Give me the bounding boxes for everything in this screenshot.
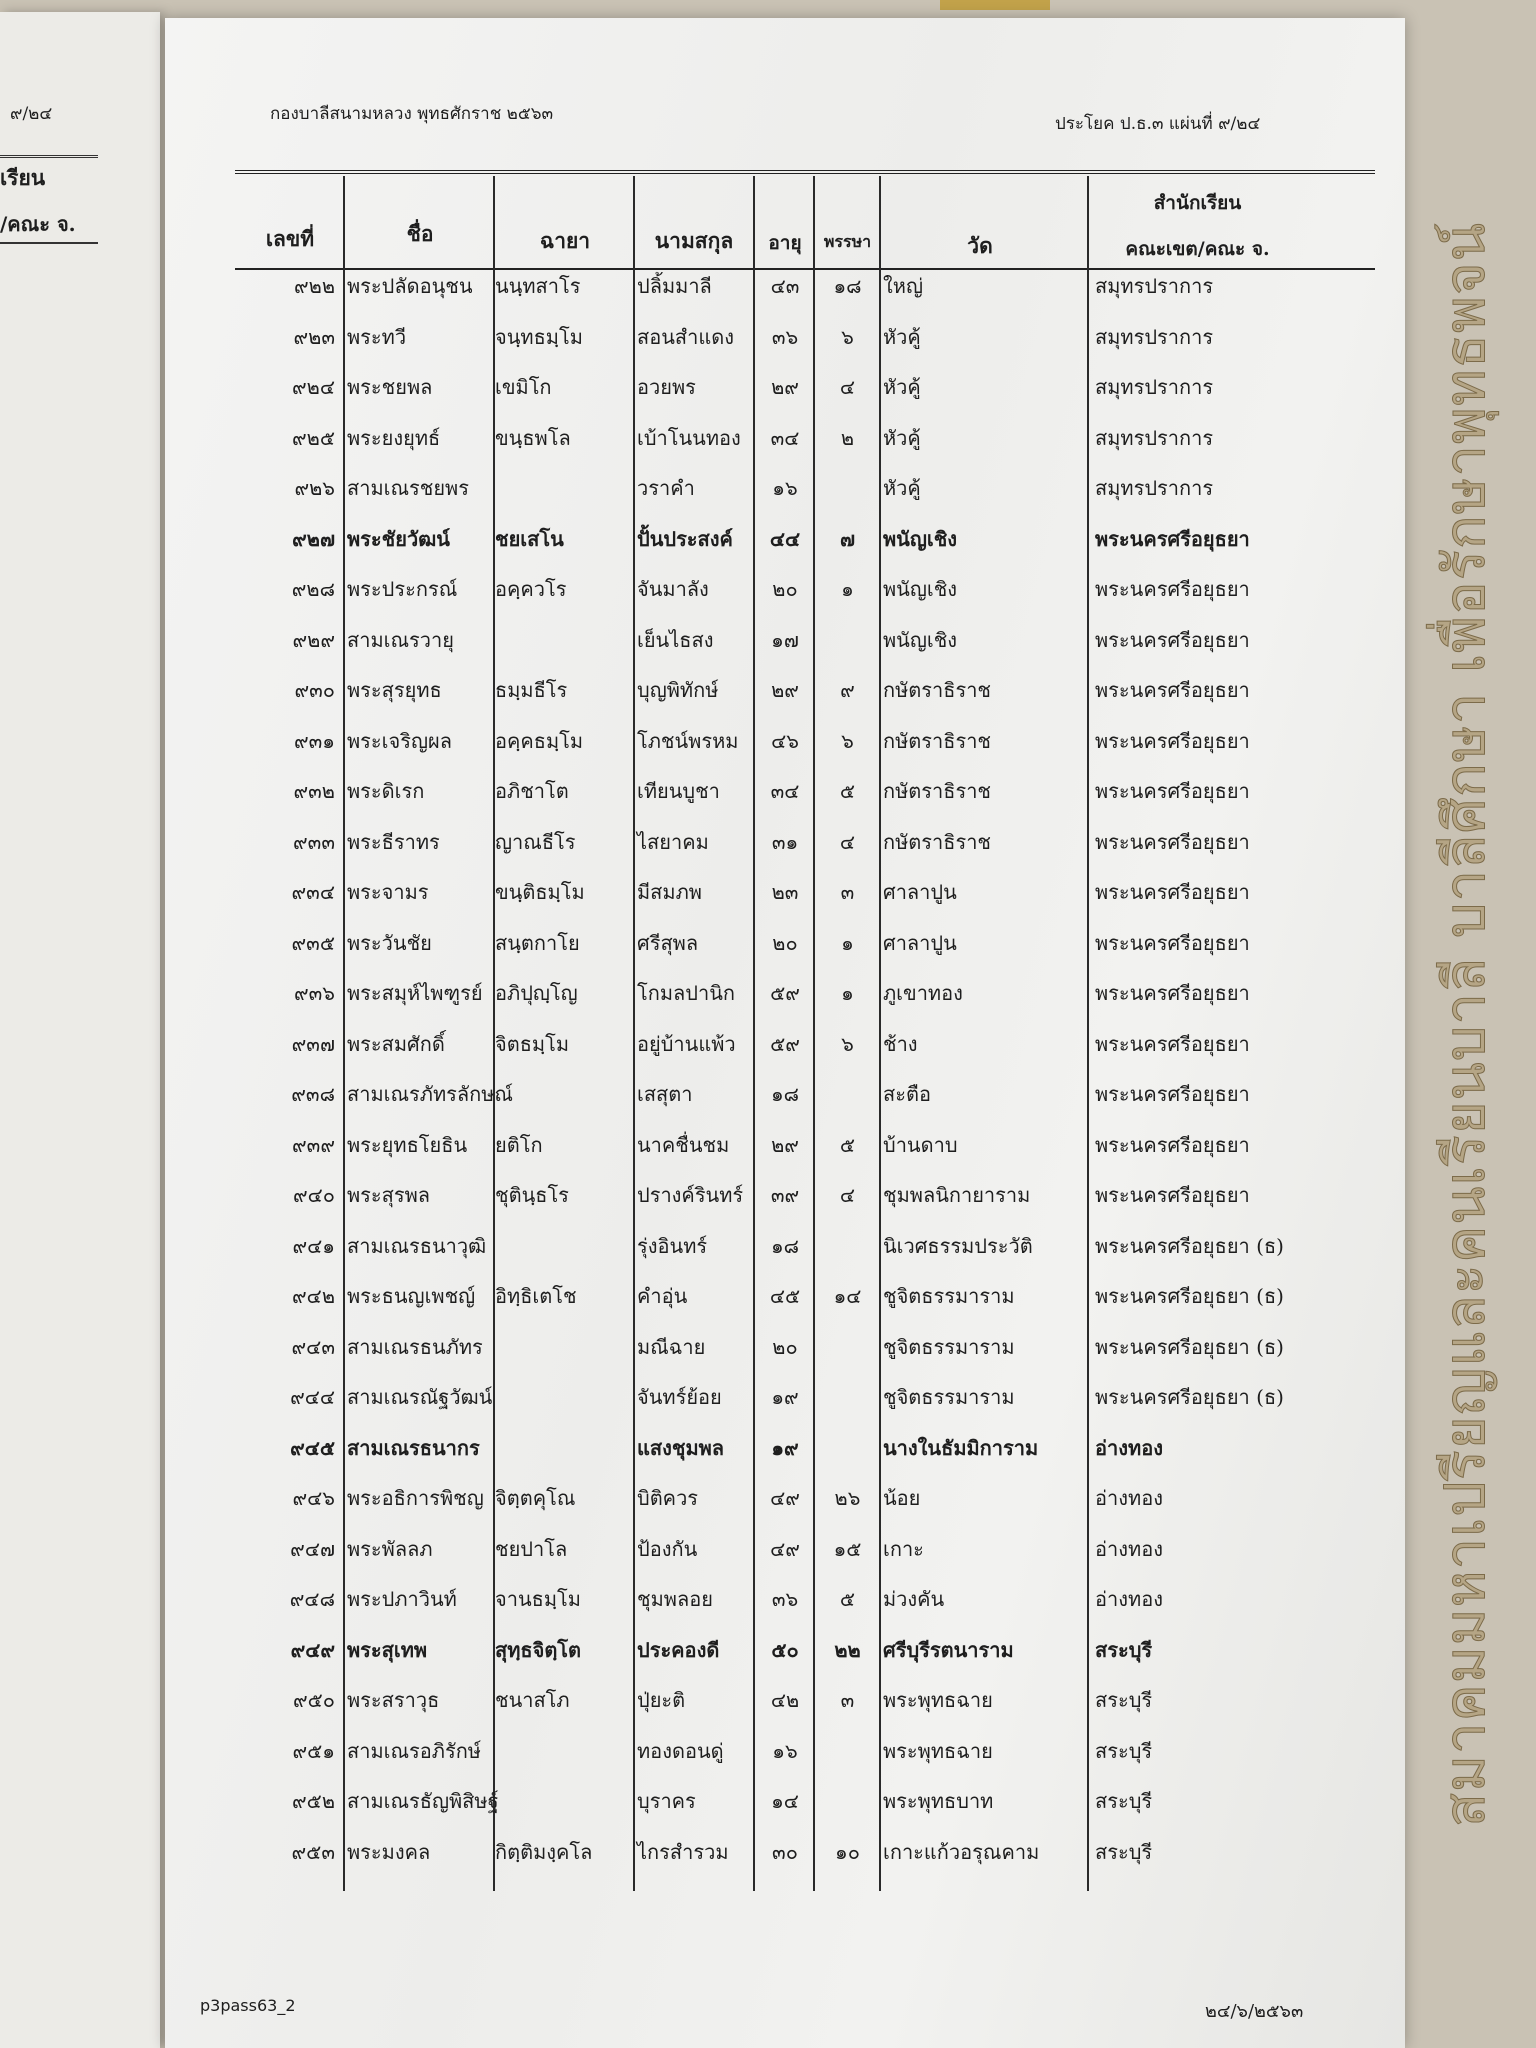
row-name: พระสุเทพ <box>347 1637 428 1662</box>
row-kana: สระบุรี <box>1095 1738 1153 1763</box>
row-number: ๙๓๐ <box>294 678 335 702</box>
row-age: ๕๙ <box>770 1031 800 1056</box>
row-kana: พระนครศรีอยุธยา <box>1095 627 1250 652</box>
row-chaya: ขนฺธพโล <box>495 425 571 450</box>
sheet-header-left: กองบาลีสนามหลวง พุทธศักราช ๒๕๖๓ <box>270 104 554 124</box>
table-row <box>165 1583 1405 1633</box>
row-name: พระประกรณ์ <box>347 577 458 601</box>
row-name: พระเจริญผล <box>347 728 452 753</box>
row-age: ๔๙ <box>770 1486 800 1510</box>
row-age: ๔๖ <box>771 728 799 753</box>
row-surname: บุญพิทักษ์ <box>637 678 719 702</box>
sheet-header-right: ประโยค ป.ธ.๓ แผ่นที่ ๙/๒๔ <box>1055 114 1261 134</box>
col-header-wat: วัด <box>967 233 993 258</box>
table-row <box>165 1331 1405 1381</box>
row-surname: บิติควร <box>637 1486 699 1510</box>
row-surname: อวยพร <box>637 375 696 399</box>
row-number: ๙๒๔ <box>292 375 335 399</box>
row-pansa: ๕ <box>839 779 856 803</box>
row-number: ๙๔๐ <box>293 1183 335 1207</box>
row-number: ๙๔๔ <box>290 1385 335 1409</box>
row-chaya: สนฺตกาโย <box>495 930 580 955</box>
row-name: พระสราวุธ <box>347 1688 440 1712</box>
row-pansa: ๔ <box>839 1183 856 1207</box>
row-name: พระยงยุทธ์ <box>347 425 441 450</box>
table-row <box>165 1634 1405 1684</box>
row-number: ๙๕๑ <box>292 1738 335 1763</box>
row-number: ๙๔๘ <box>289 1587 335 1611</box>
row-number: ๙๒๓ <box>293 324 335 349</box>
row-age: ๓๙ <box>770 1183 800 1207</box>
row-wat: พนัญเชิง <box>883 627 958 652</box>
row-number: ๙๓๓ <box>293 829 335 854</box>
row-wat: หัวคู้ <box>883 324 921 349</box>
row-pansa: ๖ <box>841 1031 854 1056</box>
row-name: พระชยพล <box>347 375 433 399</box>
row-age: ๑๘ <box>770 1082 800 1106</box>
row-chaya: นนฺทสาโร <box>495 274 581 298</box>
table-row <box>165 1836 1405 1886</box>
row-wat: หัวคู้ <box>883 425 921 450</box>
table-row <box>165 1179 1405 1229</box>
row-kana: พระนครศรีอยุธยา <box>1095 1132 1250 1157</box>
col-header-number: เลขที่ <box>265 226 315 251</box>
row-pansa: ๑ <box>841 981 854 1005</box>
row-name: สามเณรอภิรักษ์ <box>347 1738 481 1763</box>
row-name: พระธนญเพชญ์ <box>347 1284 476 1308</box>
row-chaya: ชยปาโล <box>495 1536 568 1561</box>
row-chaya: อคฺคธมฺโม <box>495 728 584 753</box>
results-sheet <box>165 18 1405 2048</box>
row-name: พระชัยวัฒน์ <box>347 526 450 551</box>
row-chaya: อิทฺธิเตโช <box>495 1284 577 1308</box>
col-header-name: ชื่อ <box>406 221 434 246</box>
adjacent-col-head: /คณะ จ. <box>0 212 76 236</box>
col-header-pansa: พรรษา <box>823 232 872 251</box>
row-pansa: ๑๔ <box>833 1284 862 1308</box>
row-pansa: ๓ <box>840 880 855 904</box>
row-age: ๓๖ <box>771 1587 799 1611</box>
row-wat: กษัตราธิราช <box>883 779 992 803</box>
row-name: พระธีราทร <box>347 829 440 854</box>
row-kana: อ่างทอง <box>1095 1587 1163 1611</box>
row-chaya: ยติโก <box>495 1132 543 1157</box>
row-age: ๒๐ <box>772 1334 798 1359</box>
row-name: พระยุทธโยธิน <box>347 1132 468 1157</box>
row-surname: ทองดอนดู่ <box>637 1738 724 1763</box>
row-wat: พนัญเชิง <box>883 577 958 601</box>
row-name: พระวันชัย <box>347 930 432 955</box>
row-number: ๙๒๖ <box>294 476 335 500</box>
row-surname: แสงชุมพล <box>637 1435 725 1460</box>
row-kana: อ่างทอง <box>1095 1486 1163 1510</box>
row-pansa: ๕ <box>839 1132 856 1157</box>
row-pansa: ๒๒ <box>834 1637 861 1662</box>
row-surname: มีสมภพ <box>637 880 702 904</box>
row-wat: ภูเขาทอง <box>883 981 963 1005</box>
row-kana: พระนครศรีอยุธยา <box>1095 1031 1250 1056</box>
table-row <box>165 624 1405 674</box>
adjacent-page-number: ๙/๒๔ <box>10 104 53 124</box>
footer-date: ๒๔/๖/๒๕๖๓ <box>1205 2001 1304 2022</box>
row-age: ๑๖ <box>772 476 798 500</box>
row-kana: พระนครศรีอยุธยา <box>1095 1082 1250 1106</box>
row-wat: สะตือ <box>883 1082 931 1106</box>
table-row <box>165 1381 1405 1431</box>
row-wat: หัวคู้ <box>883 476 921 500</box>
row-age: ๒๐ <box>772 577 798 601</box>
row-surname: จันมาลัง <box>637 577 709 601</box>
row-chaya: จานธมฺโม <box>495 1587 581 1611</box>
row-kana: สมุทรปราการ <box>1095 274 1214 298</box>
row-name: พระปภาวินท์ <box>347 1587 457 1611</box>
row-kana: พระนครศรีอยุธยา <box>1095 728 1250 753</box>
row-number: ๙๓๘ <box>291 1082 335 1106</box>
row-number: ๙๔๗ <box>290 1536 335 1561</box>
table-row <box>165 573 1405 623</box>
row-number: ๙๓๑ <box>293 728 335 753</box>
row-number: ๙๓๕ <box>291 930 335 955</box>
row-name: สามเณรภัทรลักษณ์ <box>347 1082 513 1106</box>
row-age: ๒๙ <box>771 375 799 399</box>
row-age: ๒๓ <box>771 880 799 904</box>
row-pansa: ๔ <box>839 375 856 399</box>
row-age: ๔๙ <box>770 1536 800 1561</box>
row-name: สามเณรวายุ <box>347 627 454 652</box>
col-header-surname: นามสกุล <box>654 228 734 253</box>
table-row <box>165 876 1405 926</box>
row-pansa: ๔ <box>839 829 856 854</box>
row-age: ๒๙ <box>771 678 799 702</box>
row-surname: ศรีสุพล <box>637 930 699 955</box>
row-chaya: กิตฺติมงฺคโล <box>495 1839 593 1864</box>
row-kana: พระนครศรีอยุธยา (ธ) <box>1095 1284 1284 1308</box>
row-name: พระทวี <box>347 324 407 349</box>
row-number: ๙๓๗ <box>291 1031 335 1056</box>
table-row <box>165 1028 1405 1078</box>
row-name: สามเณรธนากร <box>347 1435 480 1460</box>
row-pansa: ๙ <box>840 678 855 702</box>
row-name: สามเณรชยพร <box>347 476 469 500</box>
row-kana: พระนครศรีอยุธยา <box>1095 829 1250 854</box>
row-age: ๑๙ <box>771 1435 799 1460</box>
row-name: สามเณรธนาวุฒิ <box>347 1233 487 1258</box>
row-pansa: ๒๖ <box>834 1486 861 1510</box>
row-wat: กษัตราธิราช <box>883 829 992 854</box>
row-wat: น้อย <box>883 1486 921 1510</box>
row-wat: ศาลาปูน <box>883 930 957 955</box>
row-age: ๑๘ <box>770 1233 800 1258</box>
row-kana: สระบุรี <box>1095 1789 1153 1813</box>
row-name: สามเณรธนภัทร <box>347 1334 483 1359</box>
row-pansa: ๖ <box>841 728 854 753</box>
row-age: ๔๕ <box>769 1284 801 1308</box>
row-chaya: ชยเสโน <box>495 526 564 551</box>
row-surname: เย็นไธสง <box>637 627 714 652</box>
table-row <box>165 1482 1405 1532</box>
row-age: ๓๔ <box>770 779 800 803</box>
row-wat: พนัญเชิง <box>883 526 958 551</box>
row-age: ๔๓ <box>770 274 800 298</box>
row-kana: สระบุรี <box>1095 1839 1153 1864</box>
row-kana: สมุทรปราการ <box>1095 324 1214 349</box>
adjacent-page <box>0 12 160 2048</box>
row-number: ๙๒๒ <box>293 274 335 298</box>
row-age: ๓๐ <box>772 1839 798 1864</box>
row-kana: อ่างทอง <box>1095 1536 1163 1561</box>
table-row <box>165 270 1405 320</box>
row-pansa: ๒ <box>840 425 855 450</box>
row-pansa: ๑ <box>841 930 854 955</box>
row-chaya: ชนาสโภ <box>495 1688 570 1712</box>
row-name: พระดิเรก <box>347 779 425 803</box>
row-chaya: จนฺทธมฺโม <box>495 324 583 349</box>
table-row <box>165 523 1405 573</box>
row-chaya: จิตฺตคุโณ <box>495 1486 576 1510</box>
row-age: ๑๗ <box>771 627 799 652</box>
row-pansa: ๑๕ <box>833 1536 862 1561</box>
row-pansa: ๓ <box>840 1688 855 1712</box>
row-kana: พระนครศรีอยุธยา <box>1095 930 1250 955</box>
table-row <box>165 674 1405 724</box>
vertical-watermark <box>1410 95 1520 1955</box>
table-row <box>165 775 1405 825</box>
row-kana: พระนครศรีอยุธยา <box>1095 880 1250 904</box>
row-number: ๙๔๑ <box>292 1233 335 1258</box>
table-row <box>165 1432 1405 1482</box>
adjacent-rule <box>0 242 98 244</box>
row-wat: พระพุทธบาท <box>883 1789 994 1813</box>
row-surname: สอนสำแดง <box>637 324 734 349</box>
row-name: พระปลัดอนุชน <box>347 274 473 298</box>
row-wat: ม่วงคัน <box>883 1587 945 1611</box>
row-name: พระสมศักดิ์ <box>347 1031 445 1056</box>
table-row <box>165 1785 1405 1835</box>
table-row <box>165 371 1405 421</box>
row-kana: พระนครศรีอยุธยา <box>1095 678 1250 702</box>
row-pansa: ๑๐ <box>835 1839 860 1864</box>
row-wat: พระพุทธฉาย <box>883 1738 993 1763</box>
row-chaya: สุทฺธจิตฺโต <box>495 1637 582 1662</box>
row-surname: รุ่งอินทร์ <box>637 1233 708 1258</box>
row-surname: ไสยาคม <box>637 829 709 854</box>
row-kana: พระนครศรีอยุธยา (ธ) <box>1095 1334 1284 1359</box>
table-row <box>165 725 1405 775</box>
row-surname: ปรางค์รินทร์ <box>637 1183 744 1207</box>
row-surname: บุราคร <box>637 1789 696 1813</box>
row-chaya: ญาณธีโร <box>495 829 576 854</box>
table-row <box>165 826 1405 876</box>
row-number: ๙๒๗ <box>292 526 335 551</box>
row-age: ๓๑ <box>771 829 799 854</box>
row-chaya: อภิชาโต <box>495 779 569 803</box>
row-kana: พระนครศรีอยุธยา <box>1095 779 1250 803</box>
row-name: พระจามร <box>347 880 429 904</box>
top-double-rule <box>235 170 1375 174</box>
row-kana: พระนครศรีอยุธยา (ธ) <box>1095 1233 1284 1258</box>
row-number: ๙๔๕ <box>290 1435 335 1460</box>
row-surname: ปุ่ยะติ <box>637 1688 686 1712</box>
row-age: ๔๒ <box>770 1688 800 1712</box>
row-pansa: ๕ <box>839 1587 856 1611</box>
row-wat: กษัตราธิราช <box>883 678 992 702</box>
row-number: ๙๕๐ <box>293 1688 335 1712</box>
row-surname: โภชน์พรหม <box>637 728 739 753</box>
row-surname: ประคองดี <box>637 1637 720 1662</box>
row-number: ๙๕๒ <box>292 1789 335 1813</box>
row-age: ๒๙ <box>771 1132 799 1157</box>
col-header-age: อายุ <box>768 232 802 254</box>
col-header-kana-line1: สำนักเรียน <box>1153 192 1242 214</box>
row-age: ๒๐ <box>772 930 798 955</box>
row-surname: คำอุ่น <box>637 1284 688 1308</box>
row-surname: ป้องกัน <box>637 1536 698 1561</box>
row-wat: นิเวศธรรมประวัติ <box>883 1233 1033 1258</box>
col-header-chaya: ฉายา <box>539 228 591 253</box>
row-wat: ชูจิตธรรมาราม <box>883 1385 1015 1409</box>
row-kana: พระนครศรีอยุธยา <box>1095 577 1250 601</box>
row-chaya: อภิปุญฺโญ <box>495 981 578 1005</box>
table-row <box>165 977 1405 1027</box>
row-name: สามเณรธัญพิสิษฐ์ <box>347 1789 499 1813</box>
row-wat: นางในธัมมิการาม <box>883 1435 1039 1460</box>
table-row <box>165 1230 1405 1280</box>
row-surname: มณีฉาย <box>637 1334 706 1359</box>
row-number: ๙๓๙ <box>292 1132 335 1157</box>
table-row <box>165 1280 1405 1330</box>
row-number: ๙๔๖ <box>292 1486 335 1510</box>
watermark-text: สมาคมมหาเปรียญและคนเรียนบาลี บาลีศึกษา เพื่อรักษาพุทธพจน์ <box>1432 222 1498 1828</box>
row-number: ๙๔๒ <box>292 1284 335 1308</box>
row-surname: ชุมพลอย <box>637 1587 713 1611</box>
row-age: ๓๖ <box>771 324 799 349</box>
table-row <box>165 1533 1405 1583</box>
row-pansa: ๖ <box>841 324 854 349</box>
row-number: ๙๕๓ <box>291 1839 335 1864</box>
row-surname: ไกรสำรวม <box>637 1839 729 1864</box>
row-number: ๙๒๘ <box>291 577 335 601</box>
row-kana: สมุทรปราการ <box>1095 476 1214 500</box>
table-row <box>165 472 1405 522</box>
table-row <box>165 1129 1405 1179</box>
row-wat: พระพุทธฉาย <box>883 1688 993 1712</box>
adjacent-rule <box>0 155 98 158</box>
row-chaya: เขมิโก <box>495 375 552 399</box>
col-header-kana-line2: คณะเขต/คณะ จ. <box>1125 238 1270 260</box>
row-surname: อยู่บ้านแพ้ว <box>637 1031 736 1056</box>
row-kana: สระบุรี <box>1095 1637 1153 1662</box>
row-kana: สมุทรปราการ <box>1095 425 1214 450</box>
row-number: ๙๒๙ <box>292 627 335 652</box>
row-age: ๓๔ <box>770 425 800 450</box>
row-number: ๙๓๖ <box>293 981 335 1005</box>
row-surname: ปลิ้มมาลี <box>637 274 712 298</box>
table-row <box>165 1684 1405 1734</box>
table-row <box>165 1735 1405 1785</box>
row-pansa: ๗ <box>839 526 856 551</box>
row-wat: หัวคู้ <box>883 375 921 399</box>
paper-clip <box>940 0 1050 10</box>
row-kana: สมุทรปราการ <box>1095 375 1214 399</box>
row-name: พระพัลลภ <box>347 1536 433 1561</box>
row-chaya: ชุตินฺธโร <box>495 1183 569 1207</box>
row-age: ๕๐ <box>771 1637 799 1662</box>
row-pansa: ๑ <box>841 577 854 601</box>
row-wat: ชูจิตธรรมาราม <box>883 1284 1015 1308</box>
row-surname: นาคชื่นชม <box>637 1132 730 1157</box>
row-wat: ชูจิตธรรมาราม <box>883 1334 1015 1359</box>
row-chaya: ธมฺมธีโร <box>495 678 568 702</box>
row-wat: ใหญ่ <box>883 274 923 298</box>
row-chaya: อคฺควโร <box>495 577 567 601</box>
row-number: ๙๔๓ <box>291 1334 335 1359</box>
row-number: ๙๒๕ <box>292 425 335 450</box>
row-name: พระสุรยุทธ <box>347 678 442 702</box>
row-kana: พระนครศรีอยุธยา (ธ) <box>1095 1385 1284 1409</box>
row-kana: พระนครศรีอยุธยา <box>1095 1183 1250 1207</box>
row-kana: พระนครศรีอยุธยา <box>1095 981 1250 1005</box>
row-wat: ศรีบุรีรตนาราม <box>883 1637 1014 1662</box>
row-kana: อ่างทอง <box>1095 1435 1163 1460</box>
row-number: ๙๔๙ <box>290 1637 335 1662</box>
row-surname: เสสุตา <box>637 1082 693 1106</box>
row-surname: เบ้าโนนทอง <box>637 425 741 450</box>
row-name: พระมงคล <box>347 1839 431 1864</box>
row-age: ๔๔ <box>769 526 801 551</box>
row-wat: เกาะ <box>883 1536 924 1561</box>
table-row <box>165 321 1405 371</box>
row-surname: โกมลปานิก <box>637 981 735 1005</box>
row-wat: ชุมพลนิกายาราม <box>883 1183 1031 1207</box>
row-surname: ปั้นประสงค์ <box>637 526 733 551</box>
row-wat: บ้านดาบ <box>883 1132 958 1157</box>
row-age: ๑๖ <box>772 1738 798 1763</box>
row-age: ๑๔ <box>771 1789 799 1813</box>
footer-file-id: p3pass63_2 <box>200 1996 296 2015</box>
row-wat: ช้าง <box>883 1031 918 1056</box>
row-name: สามเณรณัฐวัฒน์ <box>347 1385 493 1409</box>
row-age: ๕๙ <box>770 981 800 1005</box>
row-wat: เกาะแก้วอรุณคาม <box>883 1839 1040 1864</box>
row-number: ๙๓๒ <box>293 779 335 803</box>
row-name: พระอธิการพิชญ <box>347 1486 484 1510</box>
row-chaya: ขนฺติธมฺโม <box>495 880 585 904</box>
row-kana: สระบุรี <box>1095 1688 1153 1712</box>
table-row <box>165 927 1405 977</box>
row-number: ๙๓๔ <box>291 880 335 904</box>
table-row <box>165 422 1405 472</box>
row-surname: วราคำ <box>637 476 695 500</box>
row-kana: พระนครศรีอยุธยา <box>1095 526 1250 551</box>
row-name: พระสมุห์ไพฑูรย์ <box>347 981 483 1005</box>
table-row <box>165 1078 1405 1128</box>
row-surname: จันทร์ย้อย <box>637 1385 722 1409</box>
row-surname: เทียนบูชา <box>637 779 720 803</box>
adjacent-col-head: เรียน <box>0 165 46 190</box>
row-wat: กษัตราธิราช <box>883 728 992 753</box>
row-chaya: จิตธมฺโม <box>495 1031 570 1056</box>
row-wat: ศาลาปูน <box>883 880 957 904</box>
row-age: ๑๙ <box>771 1385 799 1409</box>
row-name: พระสุรพล <box>347 1183 431 1207</box>
row-pansa: ๑๘ <box>833 274 862 298</box>
